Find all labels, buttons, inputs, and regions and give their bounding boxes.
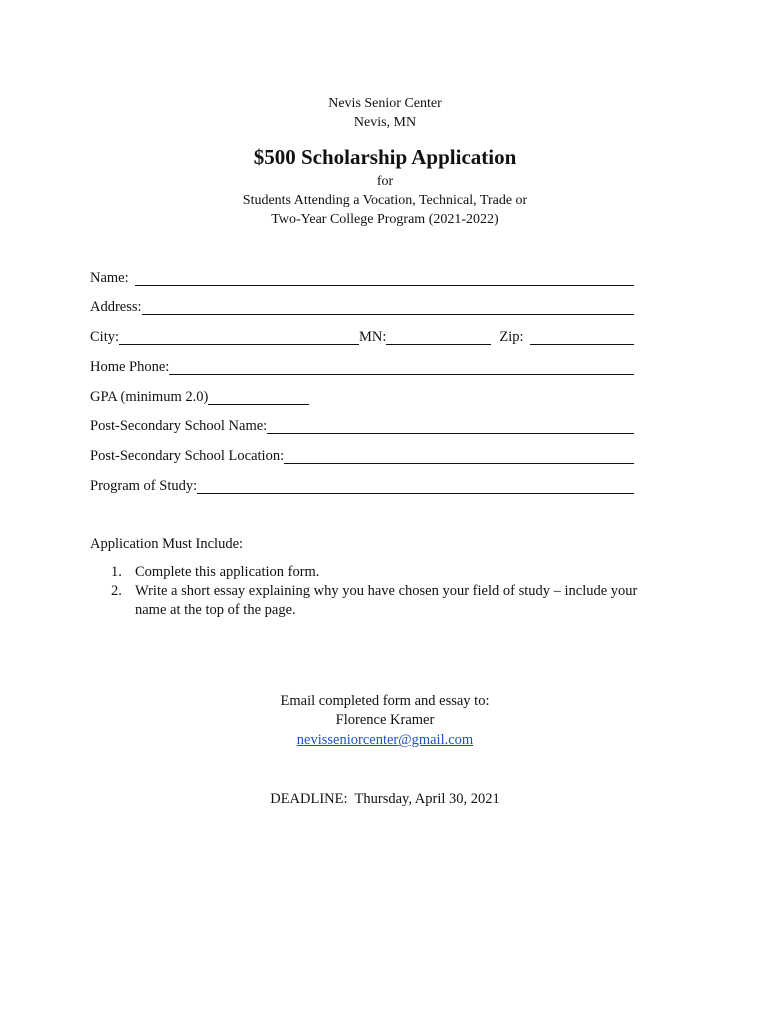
address-label: Address: [90,299,142,315]
for-label: for [376,174,394,189]
email-link[interactable]: nevisseniorcenter@gmail.com [296,732,474,748]
address-field-row [90,297,634,317]
requirements-heading: Application Must Include: [90,536,244,552]
school-name-input-line[interactable] [267,418,634,434]
zip-label: Zip: [499,329,524,345]
gpa-label: GPA (minimum 2.0) [90,389,209,405]
school-location-input-line[interactable] [284,448,634,464]
deadline-text: DEADLINE: Thursday, April 30, 2021 [270,791,500,807]
list-item [90,563,670,582]
state-label: MN: [359,329,387,345]
submission-instruction: Email completed form and essay to: [280,693,490,709]
school-name-label: Post-Secondary School Name: [90,418,268,434]
email-line [0,731,770,750]
list-item-text: Write a short essay explaining why you have chosen your field of study – include your name at the top of the page. [135,583,638,618]
contact-name: Florence Kramer [335,712,435,728]
program-field-row [90,476,634,496]
zip-input-line[interactable] [530,329,634,345]
name-input-line[interactable] [135,270,634,286]
list-item-number: 1. [111,564,122,580]
page-title: $500 Scholarship Application [253,145,517,169]
state-input-line[interactable] [386,329,491,345]
city-input-line[interactable] [119,329,359,345]
address-input-line[interactable] [142,299,634,315]
subtitle-line-1: Students Attending a Vocation, Technical, Trade or [242,193,528,208]
subtitle-line-2: Two-Year College Program (2021-2022) [271,212,499,227]
program-label: Program of Study: [90,478,198,494]
school-location-label: Post-Secondary School Location: [90,448,285,464]
name-label: Name: [90,270,129,286]
city-state-zip-row [90,327,634,347]
school-name-field-row [90,416,634,436]
org-name: Nevis Senior Center [328,96,442,111]
list-item-number: 2. [111,583,122,599]
city-label: City: [90,329,120,345]
name-field-row [90,268,634,288]
home-phone-input-line[interactable] [169,359,634,375]
list-item [90,582,670,620]
org-location: Nevis, MN [353,115,417,130]
gpa-input-line[interactable] [208,389,309,405]
requirements-list [90,563,670,620]
home-phone-field-row [90,357,634,377]
home-phone-label: Home Phone: [90,359,170,375]
program-input-line[interactable] [197,478,634,494]
gpa-field-row [90,387,634,407]
school-location-field-row [90,446,634,466]
list-item-text: Complete this application form. [135,564,320,580]
